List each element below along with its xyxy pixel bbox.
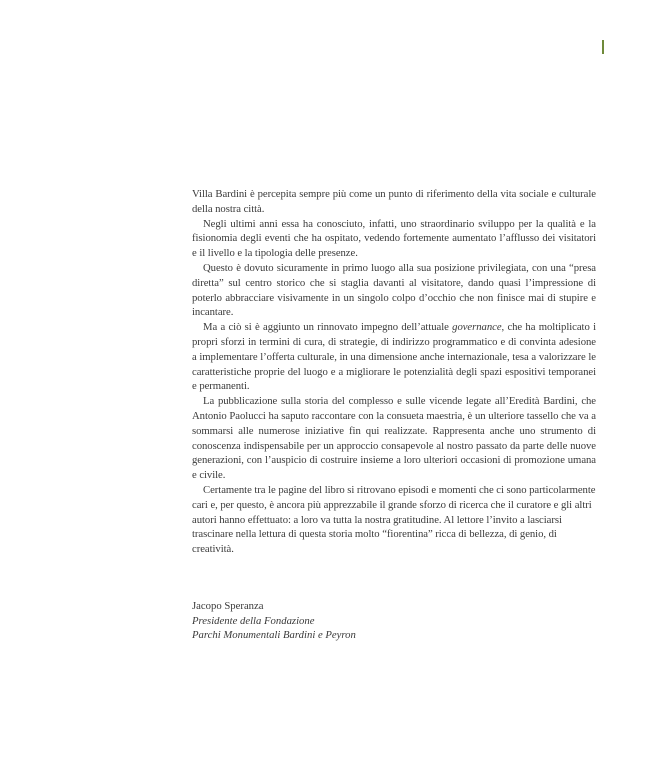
foreword-body xyxy=(192,187,596,557)
paragraph-4-text-after: , che ha moltiplicato i propri sforzi in termini di cura, di strategie, di indirizzo programmatico e di convinta adesione a implementare l’offerta culturale, in una dimensione anche internazionale, tesa a valorizzare le caratteristiche proprie del luogo e a migliorare le potenzialità degli spazi espositivi temporanei e permanenti. xyxy=(192,321,596,393)
paragraph-6: Certamente tra le pagine del libro si ritrovano episodi e momenti che ci sono particolarmente cari e, per questo, è ancora più apprezzabile il grande sforzo di ricerca che il curatore e gli altri autori hanno effettuato: a loro va tutta la nostra gratitudine. Al lettore l’invito a lasciarsi trascinare nella lettura di questa storia molto “fiorentina” ricca di bellezza, di genio, di creatività. xyxy=(192,483,596,556)
paragraph-4-text-before: Ma a ciò si è aggiunto un rinnovato impegno dell’attuale xyxy=(203,321,453,334)
page-marker xyxy=(602,40,604,54)
signature-block xyxy=(192,599,356,643)
paragraph-1: Villa Bardini è percepita sempre più come un punto di riferimento della vita sociale e culturale della nostra città. xyxy=(192,188,596,215)
paragraph-2: Negli ultimi anni essa ha conosciuto, infatti, uno straordinario sviluppo per la qualità e la fisionomia degli eventi che ha ospitato, vedendo fortemente aumentato l’afflusso dei visitatori e il livello e la tipologia delle presenze. xyxy=(192,217,596,260)
signatory-name: Jacopo Speranza xyxy=(192,600,264,612)
signatory-role-line-2: Parchi Monumentali Bardini e Peyron xyxy=(192,629,356,642)
paragraph-5: La pubblicazione sulla storia del complesso e sulle vicende legate all’Eredità Bardini, che Antonio Paolucci ha saputo raccontare con la consueta maestria, è un ulteriore tassello che va a sommarsi alle numerose iniziative fin qui realizzate. Rappresenta anche uno strumento di conoscenza indispensabile per un approccio consapevole al nostro passato da parte delle nuove generazioni, con l’auspicio di costruire insieme a loro ulteriori occasioni di promozione umana e civile. xyxy=(192,395,596,482)
paragraph-3: Questo è dovuto sicuramente in primo luogo alla sua posizione privilegiata, con una “presa diretta” sul centro storico che si staglia davanti al visitatore, dando quasi l’impressione di poterlo abbracciare visivamente in un singolo colpo d’occhio che non finisce mai di stupire e incantare. xyxy=(192,261,596,319)
paragraph-4 xyxy=(192,320,596,394)
signatory-role-line-1: Presidente della Fondazione xyxy=(192,614,315,627)
paragraph-4-emphasis: governance xyxy=(452,321,502,334)
